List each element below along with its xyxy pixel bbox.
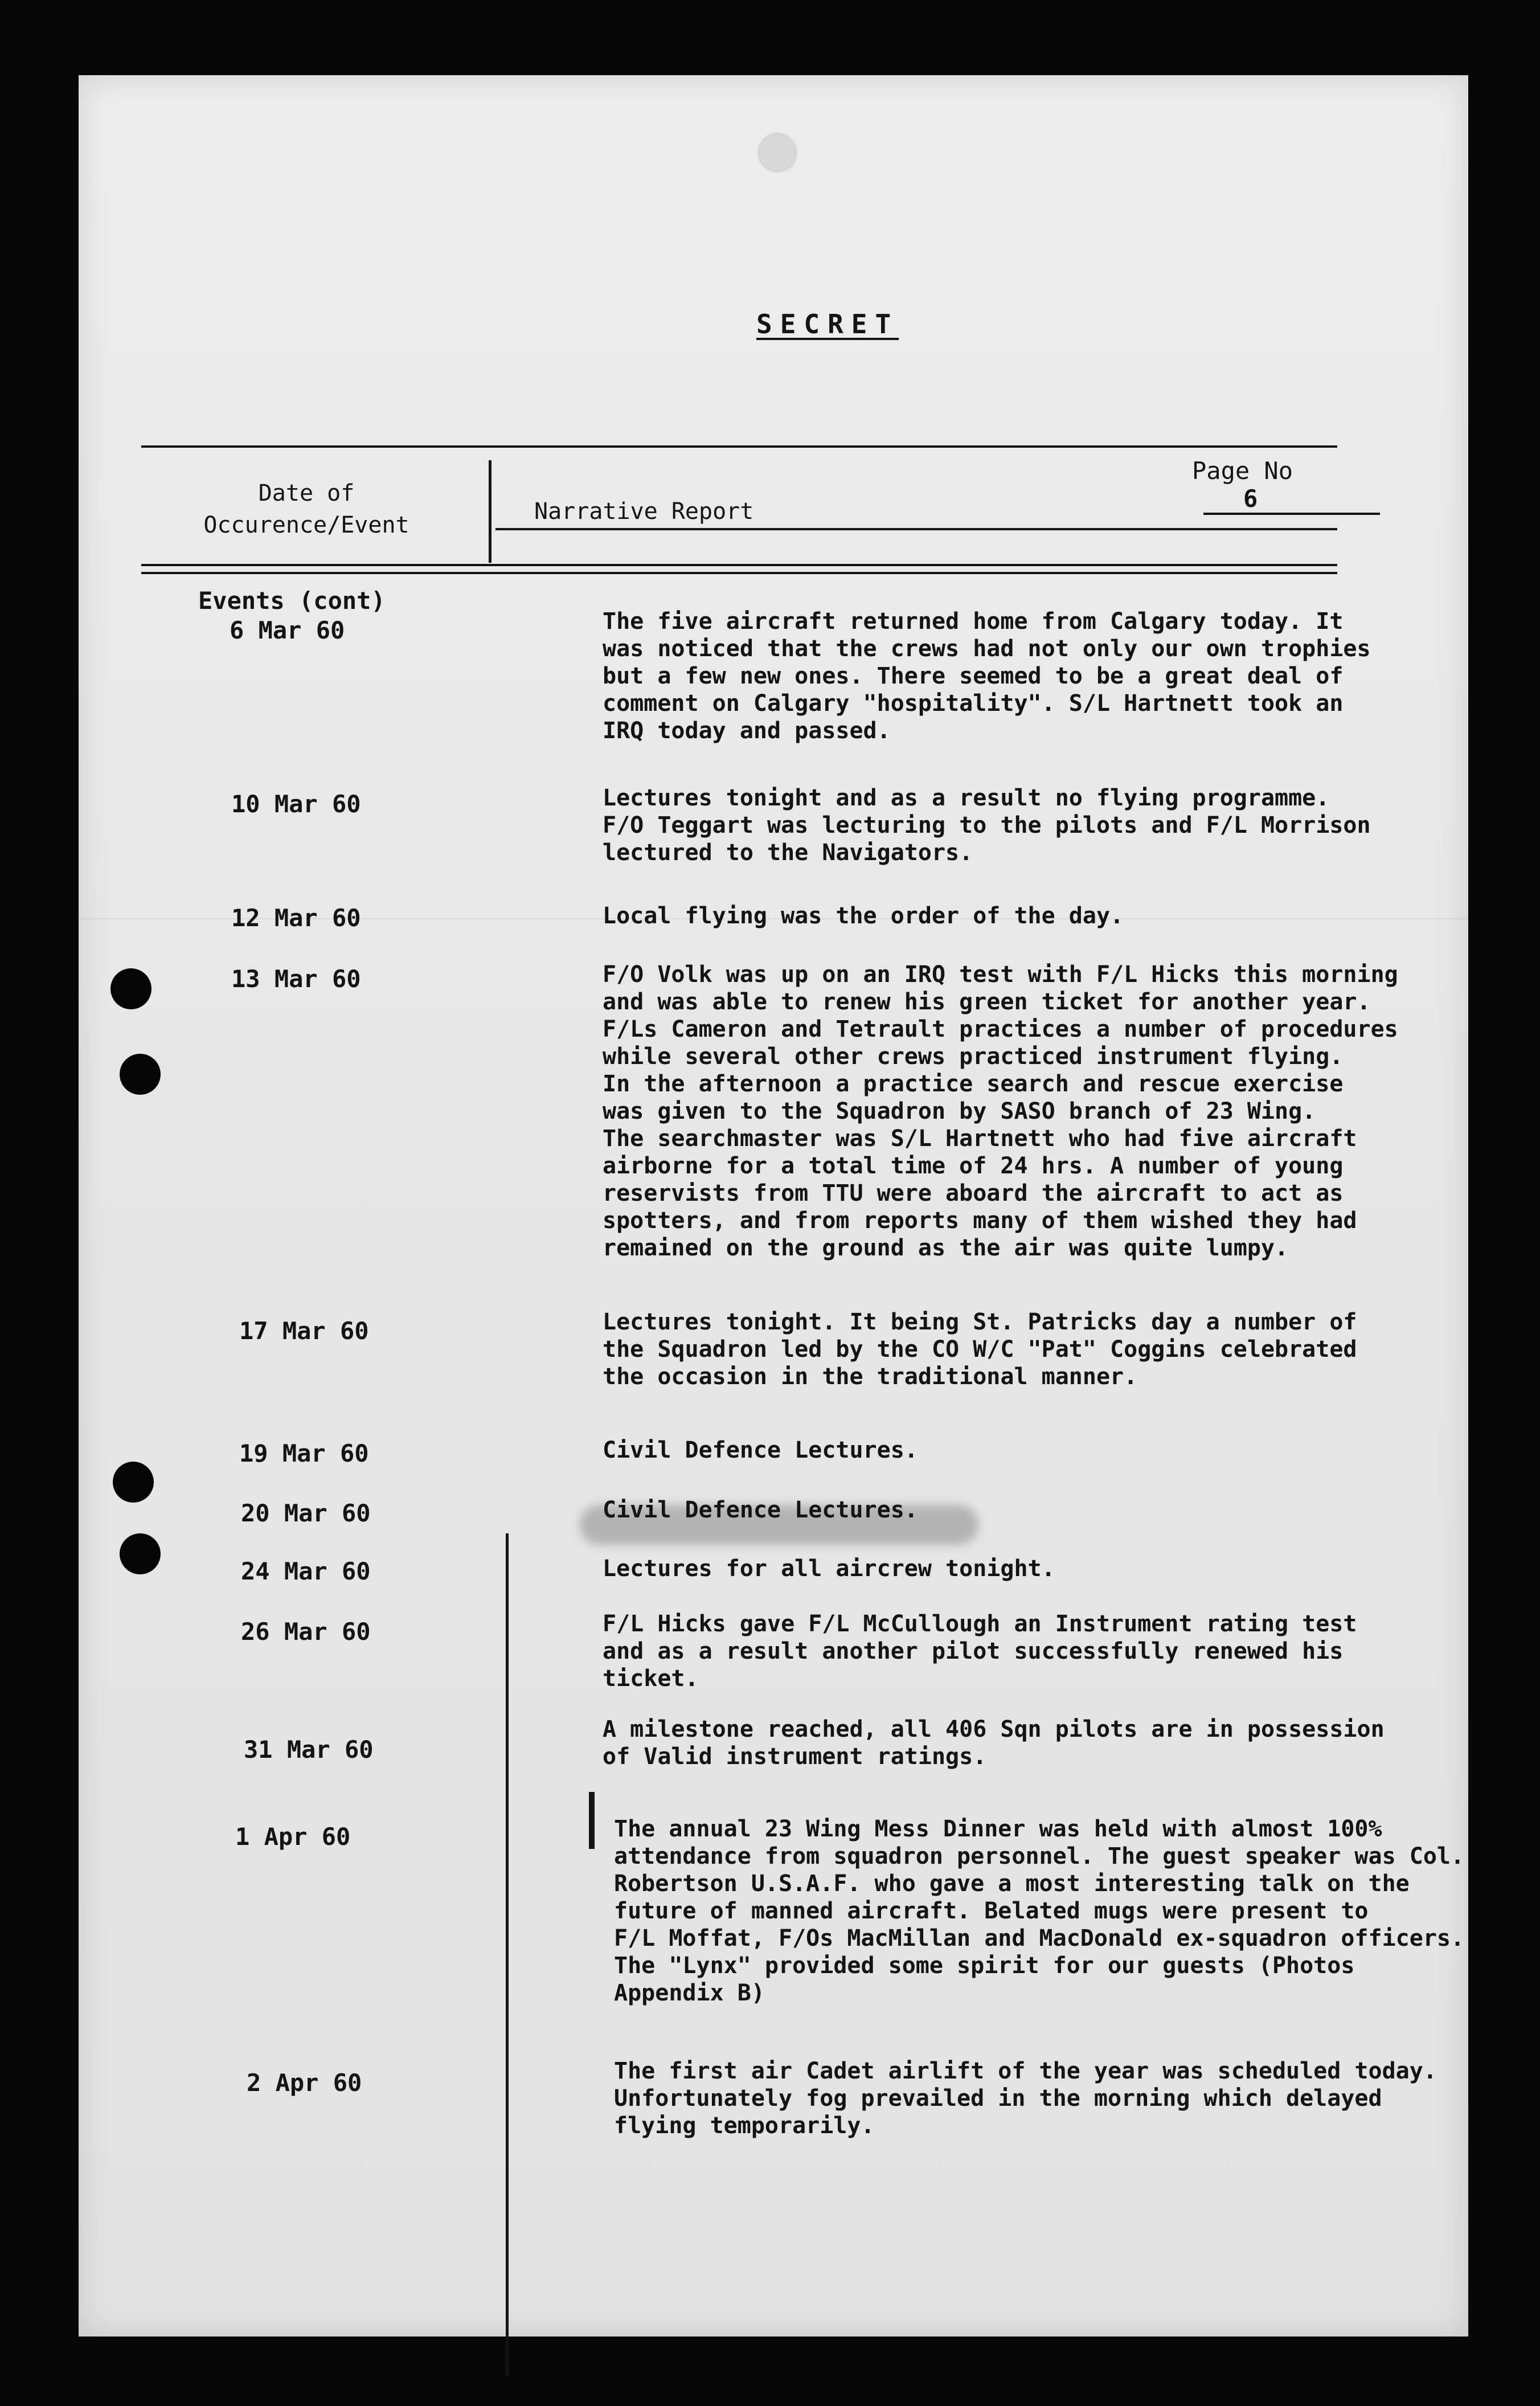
entry-date: 2 Apr 60 — [247, 2069, 362, 2097]
entry-text: A milestone reached, all 406 Sqn pilots are in possession of Valid instrument ratings. — [603, 1716, 1385, 1770]
column-header-date: Date of Occurence/Event — [203, 480, 409, 538]
entry-text: F/O Volk was up on an IRQ test with F/L Hicks this morning and was able to renew his green ticket for another year. F/Ls Cameron and Tetrault practices a number of procedures while several other crews practiced instrument flying. In the afternoon a practice search and rescue exercise was given to the Squadron by SASO branch of 23 Wing. The searchmaster was S/L Hartnett who had five aircraft airborne for a total time of 24 hrs. A number of young reservists from TTU were aboard the aircraft to act as spotters, and from reports many of them wished they had remained on the ground as the air was quite lumpy. — [603, 961, 1398, 1261]
entries-layer — [79, 75, 1468, 2337]
entry-text: Lectures tonight and as a result no flying programme. F/O Teggart was lecturing to the pilots and F/L Morrison lectured to the Navigators. — [603, 785, 1371, 866]
entry-date: 1 Apr 60 — [235, 1823, 351, 1851]
entry-date: 13 Mar 60 — [231, 965, 361, 993]
entry-date: 17 Mar 60 — [239, 1317, 369, 1345]
entry-date: 20 Mar 60 — [241, 1499, 371, 1527]
entry-text: The first air Cadet airlift of the year was scheduled today. Unfortunately fog prevailed in the morning which delayed flying temporarily. — [614, 2058, 1437, 2139]
entry-date: 24 Mar 60 — [241, 1557, 371, 1585]
entry-date: 31 Mar 60 — [244, 1736, 374, 1763]
page-number-label: Page No — [1192, 457, 1293, 485]
entry-date: 26 Mar 60 — [241, 1618, 371, 1646]
entry-text: The annual 23 Wing Mess Dinner was held with almost 100% attendance from squadron personnel. The guest speaker was Col. Robertson U.S.A.F. who gave a most interesting talk on the future of manned aircraft. Belated mugs were present to F/L Moffat, F/Os MacMillan and MacDonald ex-squadron officers. The "Lynx" provided some spirit for our guests (Photos Appendix B) — [614, 1816, 1465, 2006]
entry-text: The five aircraft returned home from Calgary today. It was noticed that the crews had not only our own trophies but a few new ones. There seemed to be a great deal of comment on Calgary "hospitality". S/L Hartnett took an IRQ today and passed. — [603, 608, 1371, 744]
entry-text: F/L Hicks gave F/L McCullough an Instrument rating test and as a result another pilot successfully renewed his ticket. — [603, 1611, 1357, 1692]
entry-text: Local flying was the order of the day. — [603, 903, 1124, 929]
classification-heading: SECRET — [756, 309, 899, 339]
entry-date: 12 Mar 60 — [231, 904, 361, 932]
entry-date: 6 Mar 60 — [230, 616, 345, 644]
entry-text: Lectures for all aircrew tonight. — [603, 1556, 1055, 1582]
section-label: Events (cont) — [198, 587, 386, 615]
entry-text: Civil Defence Lectures. — [603, 1497, 918, 1523]
column-header-narrative: Narrative Report — [534, 498, 754, 525]
entry-text: Civil Defence Lectures. — [603, 1437, 918, 1463]
page-number-value: 6 — [1203, 485, 1380, 515]
entry-text: Lectures tonight. It being St. Patricks day a number of the Squadron led by the CO W/C "Pat" Coggins celebrated the occasion in the traditional manner. — [603, 1309, 1357, 1390]
entry-date: 10 Mar 60 — [231, 790, 361, 818]
entry-date: 19 Mar 60 — [239, 1439, 369, 1467]
